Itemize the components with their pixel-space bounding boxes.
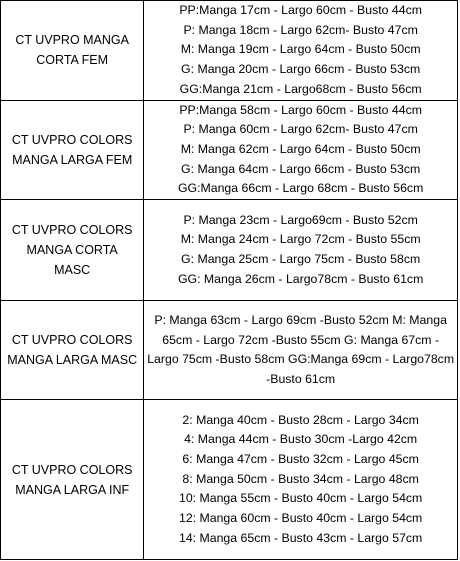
size-spec-line: M: Manga 19cm - Largo 64cm - Busto 50cm	[180, 42, 421, 57]
product-name-line: CT UVPRO COLORS	[11, 132, 133, 147]
size-spec-line: 6: Manga 47cm - Busto 32cm - Largo 45cm	[182, 451, 419, 466]
product-name-cell	[1, 100, 144, 200]
size-specs-cell	[144, 301, 458, 400]
product-name-cell	[1, 400, 144, 560]
table-row	[1, 1, 458, 101]
size-spec-line: 12: Manga 60cm - Busto 40cm - Largo 54cm	[178, 511, 423, 526]
size-spec-line: M: Manga 62cm - Largo 64cm - Busto 50cm	[180, 141, 421, 156]
size-specs-cell	[144, 100, 458, 200]
product-name-line: CT UVPRO COLORS	[11, 462, 133, 477]
product-name-line: CT UVPRO MANGA	[15, 33, 129, 48]
table-row	[1, 100, 458, 200]
size-spec-line: P: Manga 23cm - Largo69cm - Busto 52cm	[183, 212, 418, 227]
size-spec-line: PP:Manga 17cm - Largo 60cm - Busto 44cm	[179, 3, 422, 17]
size-spec-line: 14: Manga 65cm - Busto 43cm - Largo 57cm	[178, 530, 423, 545]
product-name-line: MASC	[54, 263, 91, 278]
table-row	[1, 400, 458, 560]
size-spec-line: P: Manga 60cm - Largo 62cm- Busto 47cm	[183, 122, 418, 137]
product-name-cell	[1, 1, 144, 101]
size-spec-line: 2: Manga 40cm - Busto 28cm - Largo 34cm	[182, 412, 419, 427]
size-specs-cell	[144, 1, 458, 101]
size-specs-cell	[144, 200, 458, 301]
table-row	[1, 200, 458, 301]
size-specs-cell	[144, 400, 458, 560]
product-name-line: MANGA LARGA MASC	[7, 353, 138, 368]
product-name-line: MANGA LARGA FEM	[12, 152, 133, 167]
size-spec-line: M: Manga 24cm - Largo 72cm - Busto 55cm	[180, 232, 421, 247]
product-name-line: CT UVPRO COLORS	[11, 223, 133, 238]
product-name-cell	[1, 200, 144, 301]
size-spec-line: GG: Manga 26cm - Largo78cm - Busto 61cm	[177, 271, 424, 286]
size-spec-line: GG:Manga 21cm - Largo68cm - Busto 56cm	[179, 81, 422, 96]
size-spec-line: G: Manga 64cm - Largo 66cm - Busto 53cm	[181, 161, 421, 176]
size-spec-line: GG:Manga 66cm - Largo 68cm - Busto 56cm	[177, 181, 424, 196]
size-spec-paragraph: P: Manga 63cm - Largo 69cm -Busto 52cm M: Manga 65cm - Largo 72cm -Busto 55cm G: Manga 67cm - Largo 75cm -Busto 58cm GG:Manga 69cm - Largo78cm -Busto 61cm	[147, 313, 455, 386]
size-spec-line: G: Manga 20cm - Largo 66cm - Busto 53cm	[181, 62, 421, 77]
product-name-line: MANGA LARGA INF	[15, 482, 130, 497]
product-name-line: CORTA FEM	[36, 53, 109, 68]
product-name-line: CT UVPRO COLORS	[11, 333, 133, 348]
product-name-line: MANGA CORTA	[26, 243, 118, 258]
size-spec-line: 4: Manga 44cm - Busto 30cm -Largo 42cm	[184, 432, 418, 447]
table-row	[1, 301, 458, 400]
size-spec-line: PP:Manga 58cm - Largo 60cm - Busto 44cm	[179, 102, 422, 117]
product-name-cell	[1, 301, 144, 400]
size-spec-line: 8: Manga 50cm - Busto 34cm - Largo 48cm	[182, 471, 419, 486]
size-spec-line: G: Manga 25cm - Largo 75cm - Busto 58cm	[181, 252, 421, 267]
size-spec-line: 10: Manga 55cm - Busto 40cm - Largo 54cm	[178, 491, 423, 506]
size-spec-line: P: Manga 18cm - Largo 62cm- Busto 47cm	[183, 22, 418, 37]
